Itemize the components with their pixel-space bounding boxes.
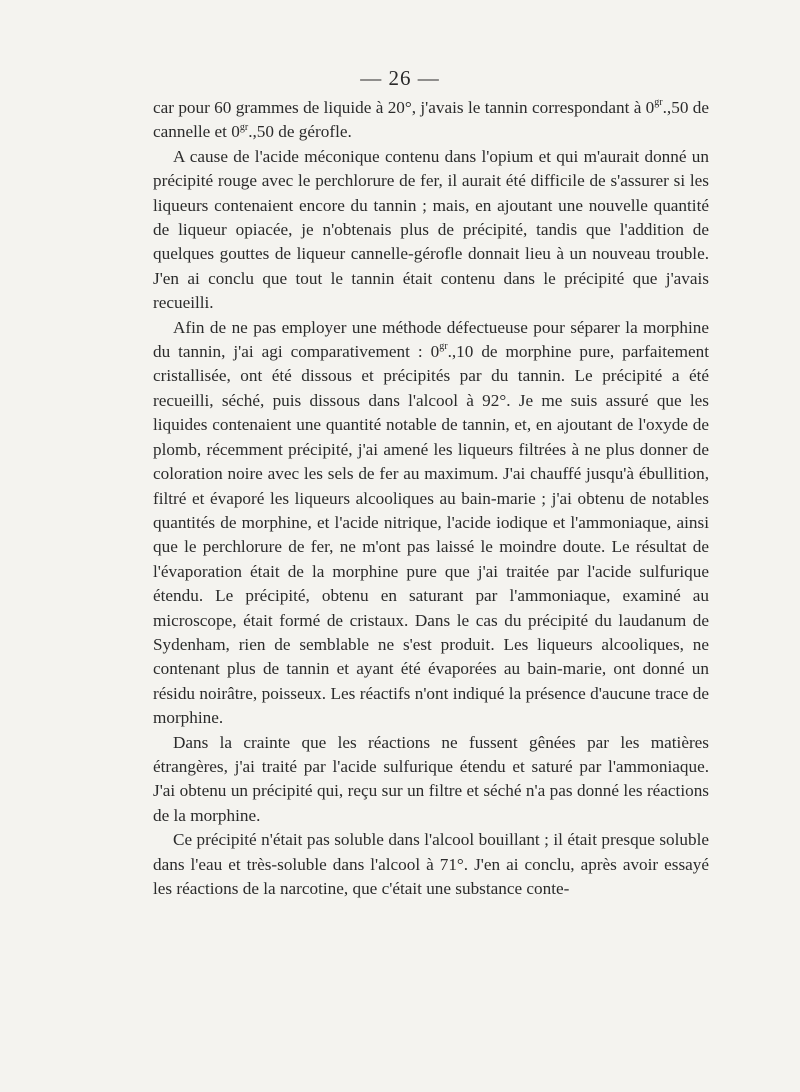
text-run: Dans la crainte que les réactions ne fussent gênées par les matières étrangères, j'ai traité par l'acide sulfurique étendu et saturé par l'ammoniaque. J'ai obtenu un précipité qui, reçu sur un filtre et séché n'a pas donné les réactions de la morphine. [153,732,709,825]
text-run: car pour 60 grammes de liquide à 20°, j'avais le tannin correspondant à 0 [153,98,655,117]
text-run: Afin de ne pas employer une méthode défectueuse pour séparer la morphine du tannin, j'ai agi comparativement : 0 [153,317,709,362]
paragraph [153,828,709,901]
text-run: A cause de l'acide méconique contenu dans l'opium et qui m'aurait donné un précipité rouge avec le perchlorure de fer, il aurait été difficile de s'assurer si les liqueurs contenaient encore du tannin ; mais, en ajoutant une nouvelle quantité de liqueur opiacée, je n'obtenais plus de précipité, tandis que l'addition de quelques gouttes de liqueur cannelle-gérofle donnait lieu à un nouveau trouble. J'en ai conclu que tout le tannin était contenu dans le précipité que j'avais recueilli. [153,146,709,313]
body-text [153,96,709,901]
text-run: .,10 de morphine pure, parfaitement cristallisée, ont été dissous et précipités par du tannin. Le précipité a été recueilli, séché, puis dissous dans l'alcool à 92°. Je me suis assuré que les liquides contenaient une quantité notable de tannin, et, en ajoutant de l'oxyde de plomb, récemment précipité, j'ai amené les liqueurs filtrées à ne plus donner de coloration noire avec les sels de fer au maximum. J'ai chauffé jusqu'à ébullition, filtré et évaporé les liqueurs alcooliques au bain-marie ; j'ai obtenu de notables quantités de morphine, et l'acide nitrique, l'acide iodique et l'ammoniaque, ainsi que le perchlorure de fer, ne m'ont pas laissé le moindre doute. Le résultat de l'évaporation était de la morphine pure que j'ai traitée par l'acide sulfurique étendu. Le précipité, obtenu en saturant par l'ammoniaque, examiné au microscope, était formé de cristaux. Dans le cas du précipité du laudanum de Sydenham, rien de semblable ne s'est produit. Les liqueurs alcooliques, ne contenant plus de tannin et ayant été évaporées au bain-marie, ont donné un résidu noirâtre, poisseux. Les réactifs n'ont indiqué la présence d'aucune trace de morphine. [153,342,709,728]
superscript: gr [654,97,663,109]
paragraph [153,731,709,829]
superscript: gr [439,341,448,353]
text-run: .,50 de gérofle. [248,122,352,142]
text-run: .,50 de cannelle et 0 [153,98,709,142]
paragraph [153,316,709,731]
text-run: Ce précipité n'était pas soluble dans l'alcool bouillant ; il était presque soluble dans l'eau et très-soluble dans l'alcool à 71°. J'en ai conclu, après avoir essayé les réactions de la narcotine, que c'était une substance conte- [153,830,709,898]
paragraph [153,145,709,316]
superscript: gr [239,121,249,133]
page-number: — 26 — [360,66,440,90]
paragraph [153,96,709,145]
